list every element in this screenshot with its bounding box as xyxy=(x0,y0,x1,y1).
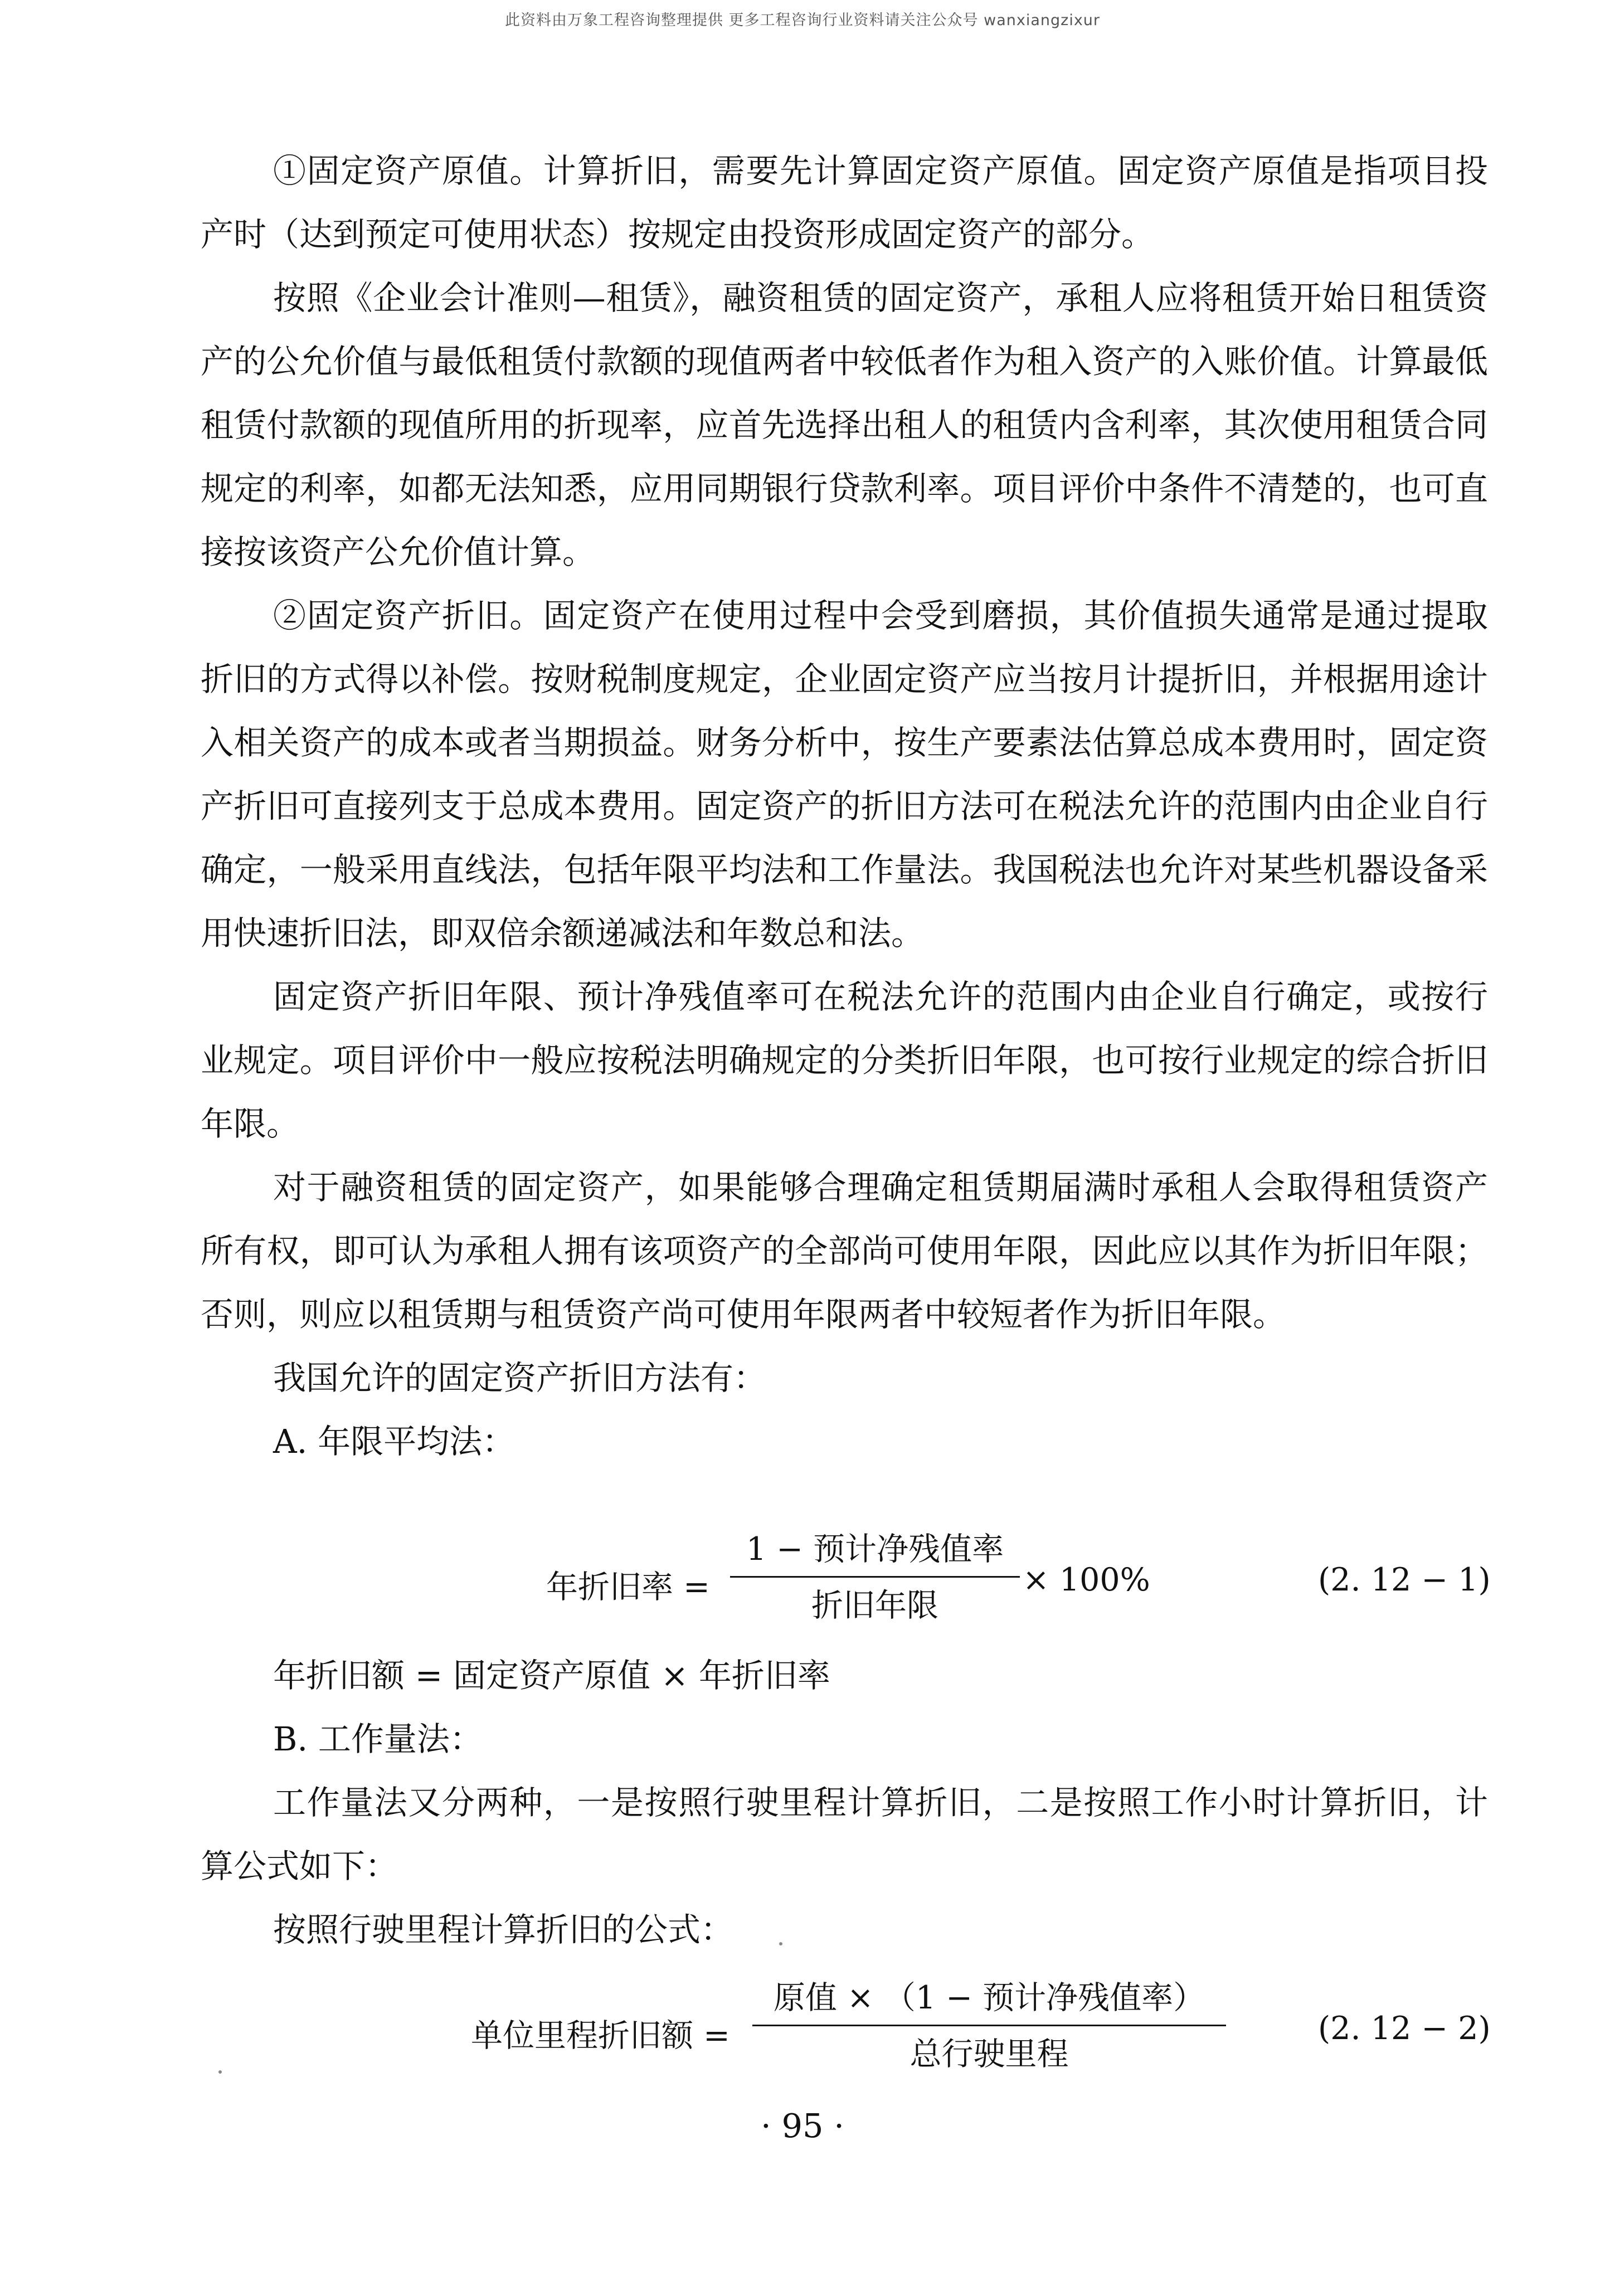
formula1-fraction xyxy=(730,1527,1020,1628)
paragraph-workload-method: 工作量法又分两种，一是按照行驶里程计算折旧，二是按照工作小时计算折旧，计算公式如下： xyxy=(201,1783,1488,1885)
paragraph-depreciation-years: 固定资产折旧年限、预计净残值率可在税法允许的范围内由企业自行确定，或按行业规定。项目评价中一般应按税法明确规定的分类折旧年限，也可按行业规定的综合折旧年限。 xyxy=(201,977,1488,1143)
paragraph-fixed-asset-value: ①固定资产原值。计算折旧，需要先计算固定资产原值。固定资产原值是指项目投产时（达到预定可使用状态）按规定由投资形成固定资产的部分。 xyxy=(201,152,1488,254)
formula2-fraction xyxy=(752,1976,1226,2076)
page-number: · 95 · xyxy=(760,2107,845,2145)
body-text-middle xyxy=(201,1644,1488,1962)
paragraph-methods-intro: 我国允许的固定资产折旧方法有： xyxy=(273,1359,767,1397)
heading-workload-method: B. 工作量法： xyxy=(273,1720,483,1758)
scan-speck xyxy=(779,1942,782,1945)
paragraph-depreciation: ②固定资产折旧。固定资产在使用过程中会受到磨损，其价值损失通常是通过提取折旧的方式得以补偿。按财税制度规定，企业固定资产应当按月计提折旧，并根据用途计入相关资产的成本或者当期损益。财务分析中，按生产要素法估算总成本费用时，固定资产折旧可直接列支于总成本费用。固定资产的折旧方法可在税法允许的范围内由企业自行确定，一般采用直线法，包括年限平均法和工作量法。我国税法也允许对某些机器设备采用快速折旧法，即双倍余额递减法和年数总和法。 xyxy=(201,596,1488,952)
formula2-number: (2. 12 − 2) xyxy=(1318,2010,1491,2047)
formula-annual-depreciation-rate xyxy=(0,1527,1605,1638)
formula2-fraction-bar xyxy=(752,2025,1226,2026)
formula1-denominator: 折旧年限 xyxy=(811,1587,938,1624)
formula2-lhs: 单位里程折旧额 = xyxy=(471,2017,730,2054)
formula2-numerator: 原值 × （1 − 预计净残值率） xyxy=(773,1979,1205,2016)
formula1-lhs: 年折旧率 = xyxy=(546,1569,710,1606)
scan-speck xyxy=(218,2070,222,2074)
body-text-top xyxy=(201,139,1488,1473)
paragraph-mileage-formula-intro: 按照行驶里程计算折旧的公式： xyxy=(273,1910,734,1949)
formula1-rhs: × 100% xyxy=(1023,1562,1150,1598)
formula2-denominator: 总行驶里程 xyxy=(909,2036,1069,2073)
paragraph-lease-depreciation-years: 对于融资租赁的固定资产，如果能够合理确定租赁期届满时承租人会取得租赁资产所有权，即可认为承租人拥有该项资产的全部尚可使用年限，因此应以其作为折旧年限；否则，则应以租赁期与租赁资产尚可使用年限两者中较短者作为折旧年限。 xyxy=(201,1168,1488,1334)
paragraph-finance-lease: 按照《企业会计准则—租赁》，融资租赁的固定资产，承租人应将租赁开始日租赁资产的公允价值与最低租赁付款额的现值两者中较低者作为租入资产的入账价值。计算最低租赁付款额的现值所用的折现率，应首先选择出租人的租赁内含利率，其次使用租赁合同规定的利率，如都无法知悉，应用同期银行贷款利率。项目评价中条件不清楚的，也可直接按该资产公允价值计算。 xyxy=(201,279,1488,571)
formula1-numerator: 1 − 预计净残值率 xyxy=(746,1531,1004,1568)
page-header-watermark: 此资料由万象工程咨询整理提供 更多工程咨询行业资料请关注公众号 wanxiangzixur xyxy=(504,12,1101,29)
formula-unit-mileage-depreciation xyxy=(0,1976,1605,2087)
formula1-number: (2. 12 − 1) xyxy=(1318,1562,1491,1598)
heading-straight-line: A. 年限平均法： xyxy=(273,1422,515,1461)
formula1-fraction-bar xyxy=(730,1576,1020,1578)
paragraph-annual-depreciation-amount: 年折旧额 = 固定资产原值 × 年折旧率 xyxy=(273,1656,830,1695)
